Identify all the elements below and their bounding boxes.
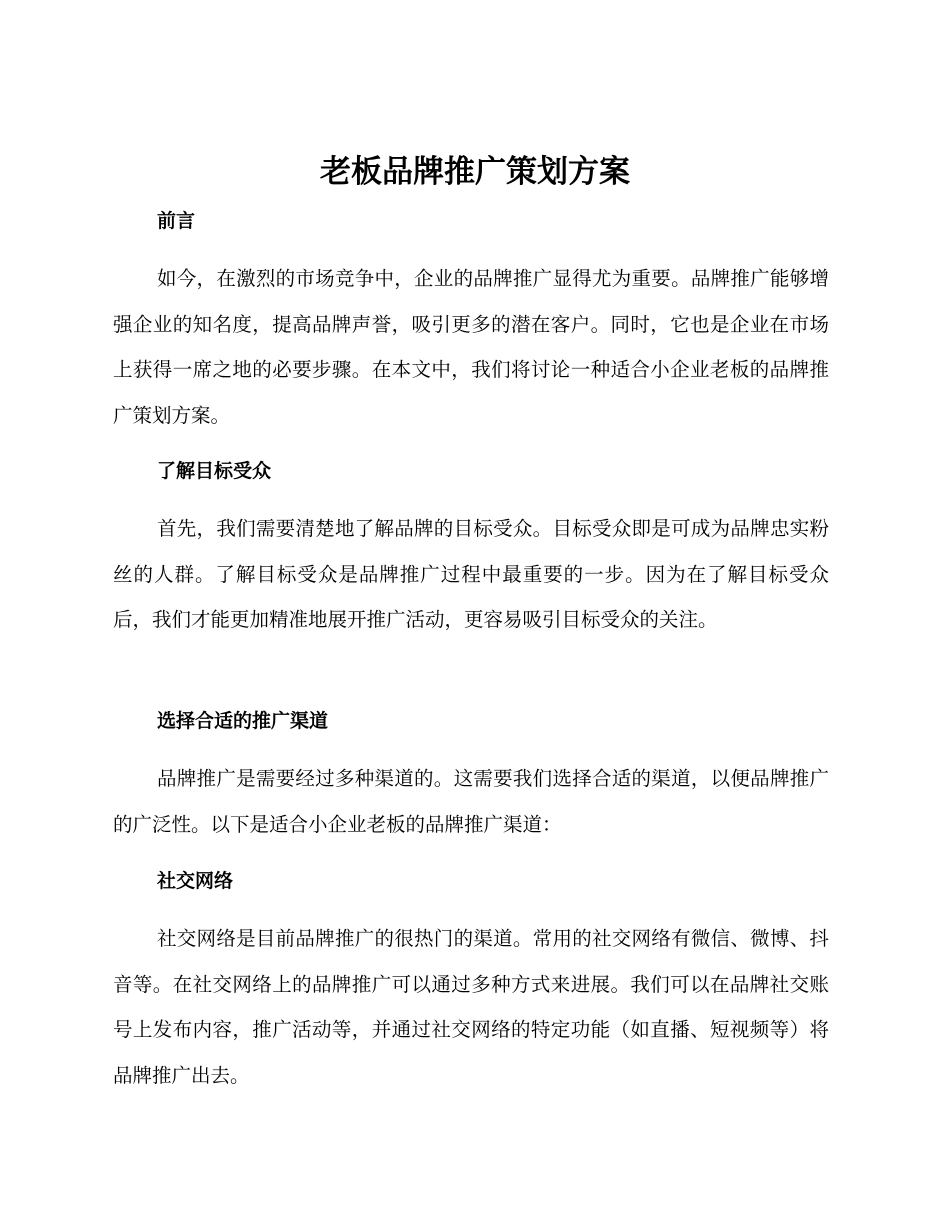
section-heading-channels: 选择合适的推广渠道 xyxy=(157,710,329,732)
section-heading-target-audience: 了解目标受众 xyxy=(157,460,272,482)
section-body-preface: 如今，在激烈的市场竞争中，企业的品牌推广显得尤为重要。品牌推广能够增强企业的知名度，提高品牌声誉，吸引更多的潜在客户。同时，它也是企业在市场上获得一席之地的必要步骤。在本文中，我们将讨论一种适合小企业老板的品牌推广策划方案。 xyxy=(113,267,829,427)
section-heading-preface: 前言 xyxy=(157,210,196,232)
section-heading-social-network: 社交网络 xyxy=(157,870,234,892)
section-body-social-network: 社交网络是目前品牌推广的很热门的渠道。常用的社交网络有微信、微博、抖音等。在社交网络上的品牌推广可以通过多种方式来进展。我们可以在品牌社交账号上发布内容，推广活动等，并通过社交网络的特定功能（如直播、短视频等）将品牌推广出去。 xyxy=(113,927,829,1087)
document-title: 老板品牌推广策划方案 xyxy=(320,154,630,190)
section-body-channels: 品牌推广是需要经过多种渠道的。这需要我们选择合适的渠道，以便品牌推广的广泛性。以下是适合小企业老板的品牌推广渠道： xyxy=(113,767,829,836)
section-body-target-audience: 首先，我们需要清楚地了解品牌的目标受众。目标受众即是可成为品牌忠实粉丝的人群。了解目标受众是品牌推广过程中最重要的一步。因为在了解目标受众后，我们才能更加精准地展开推广活动，更容易吸引目标受众的关注。 xyxy=(113,517,829,631)
